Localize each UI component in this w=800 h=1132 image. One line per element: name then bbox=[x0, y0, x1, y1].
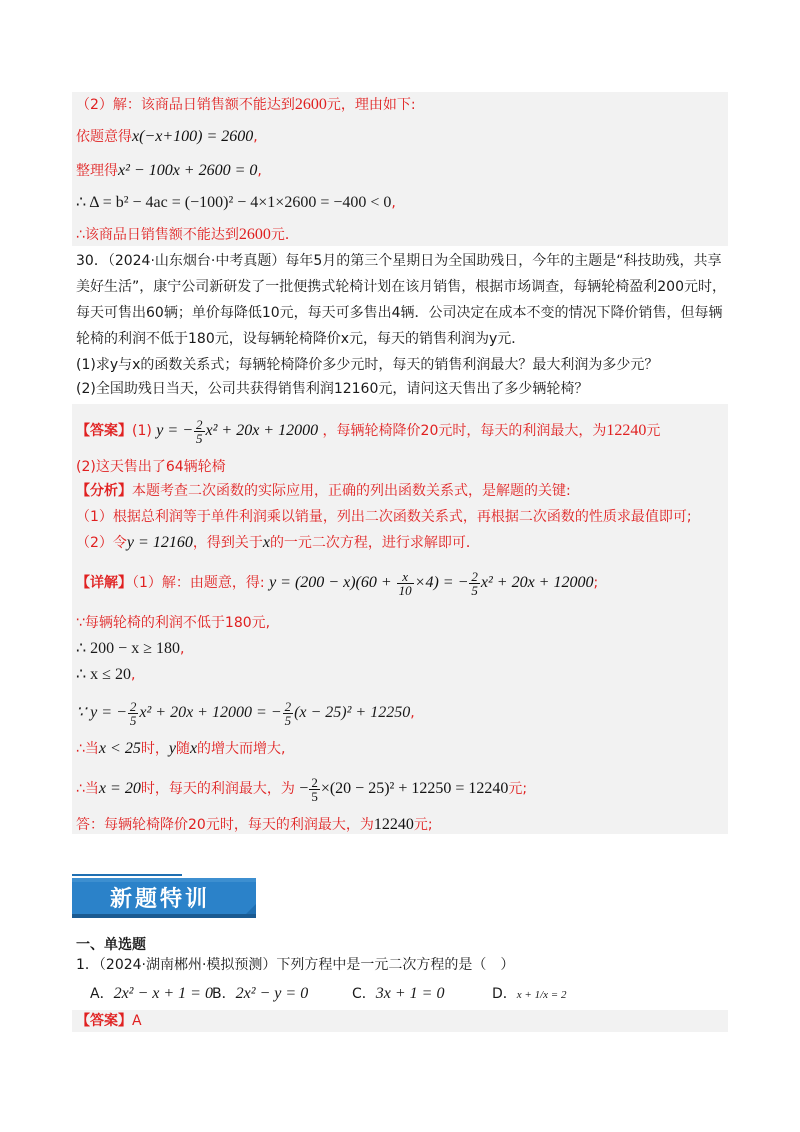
part2-line3: 整理得x² − 100x + 2600 = 0, bbox=[76, 162, 262, 179]
detail-line8: 答：每辆轮椅降价20元时，每天的利润最大，为12240元; bbox=[76, 816, 433, 833]
analysis-line2: （1）根据总利润等于单件利润乘以销量，列出二次函数关系式，再根据二次函数的性质求最值即可; bbox=[76, 509, 692, 525]
detail-line4: ∴ x ≤ 20, bbox=[76, 666, 136, 683]
detail-line7: ∴当x = 20时，每天的利润最大，为 − $\frac{2}{5}$ ×(20 − 25)² + 12250 = 12240元; bbox=[76, 775, 528, 804]
q1-answer-block bbox=[72, 1010, 728, 1032]
part2-line5: ∴该商品日销售额不能达到2600元． bbox=[76, 226, 299, 243]
q1-answer: 【答案】A bbox=[76, 1013, 142, 1029]
answer-formula: y = − $\frac{2}{5}$ x² + 20x + 12000 bbox=[156, 417, 319, 446]
answer-line2: (2)这天售出了64辆轮椅 bbox=[76, 459, 226, 475]
question-30-sub2: (2)全国助残日当天，公司共获得销售利润12160元，请问这天售出了多少辆轮椅？ bbox=[76, 381, 589, 397]
option-a[interactable]: A．2x² − x + 1 = 0 bbox=[90, 985, 213, 1002]
detail-formula-3: − $\frac{2}{5}$ ×(20 − 25)² + 12250 = 12240 bbox=[299, 775, 509, 804]
detail-formula-1: y = (200 − x)(60 + $\frac{x}{10}$ ×4) = − $\frac{2}{5}$ x² + 20x + 12000 bbox=[269, 569, 594, 598]
analysis-line3: （2）令y = 12160，得到关于x的一元二次方程，进行求解即可． bbox=[76, 534, 480, 551]
option-c[interactable]: C．3x + 1 = 0 bbox=[352, 985, 445, 1002]
detail-line5: ∵ y = − $\frac{2}{5}$ x² + 20x + 12000 = − $\frac{2}{5}$ (x − 25)² + 12250, bbox=[76, 699, 415, 728]
part2-line4: ∴ Δ = b² − 4ac = (−100)² − 4×1×2600 = −400 < 0, bbox=[76, 194, 396, 211]
detail-formula-2: ∵ y = − $\frac{2}{5}$ x² + 20x + 12000 = − $\frac{2}{5}$ (x − 25)² + 12250 bbox=[76, 699, 411, 728]
option-b[interactable]: B．2x² − y = 0 bbox=[212, 985, 309, 1002]
part2-line2: 依题意得x(−x+100) = 2600, bbox=[76, 128, 258, 145]
detail-line6: ∴当x < 25时，y随x的增大而增大, bbox=[76, 740, 286, 757]
analysis-line1: 【分析】本题考查二次函数的实际应用，正确的列出函数关系式，是解题的关键: bbox=[76, 483, 571, 499]
option-d[interactable]: D．x + 1/x = 2 bbox=[492, 986, 567, 1002]
question-30: 30．（2024·山东烟台·中考真题）每年5月的第三个星期日为全国助残日，今年的主题是“科技助残，共享美好生活”，康宁公司新研发了一批便携式轮椅计划在该月销售，根据市场调查，每辆轮椅盈利200元时，每天可售出60辆；单价每降低10元，每天可多售出4辆．公司决定在成本不变的情况下降价销售，但每辆轮椅的利润不低于180元，设每辆轮椅降价x元，每天的销售利润为y元． bbox=[76, 253, 726, 347]
detail-line3: ∴ 200 − x ≥ 180, bbox=[76, 640, 185, 657]
section-banner bbox=[72, 874, 256, 918]
answer-line1: 【答案】(1) y = − $\frac{2}{5}$ x² + 20x + 12000 ，每辆轮椅降价20元时，每天的利润最大，为12240元 bbox=[76, 417, 661, 446]
detail-line1: 【详解】（1）解：由题意，得: y = (200 − x)(60 + $\frac{x}{10}$ ×4) = − $\frac{2}{5}$ x² + 20x + 12000; bbox=[76, 569, 599, 598]
detail-line2: ∵每辆轮椅的利润不低于180元, bbox=[76, 615, 271, 631]
banner-title: 新题特训 bbox=[110, 887, 211, 912]
question-30-sub1: (1)求y与x的函数关系式；每辆轮椅降价多少元时，每天的销售利润最大？最大利润为多少元？ bbox=[76, 357, 659, 373]
section-title: 一、单选题 bbox=[76, 937, 146, 953]
question-1: 1．（2024·湖南郴州·模拟预测）下列方程中是一元二次方程的是（ ） bbox=[76, 957, 515, 973]
part2-line1: （2）解：该商品日销售额不能达到2600元，理由如下: bbox=[76, 96, 416, 113]
